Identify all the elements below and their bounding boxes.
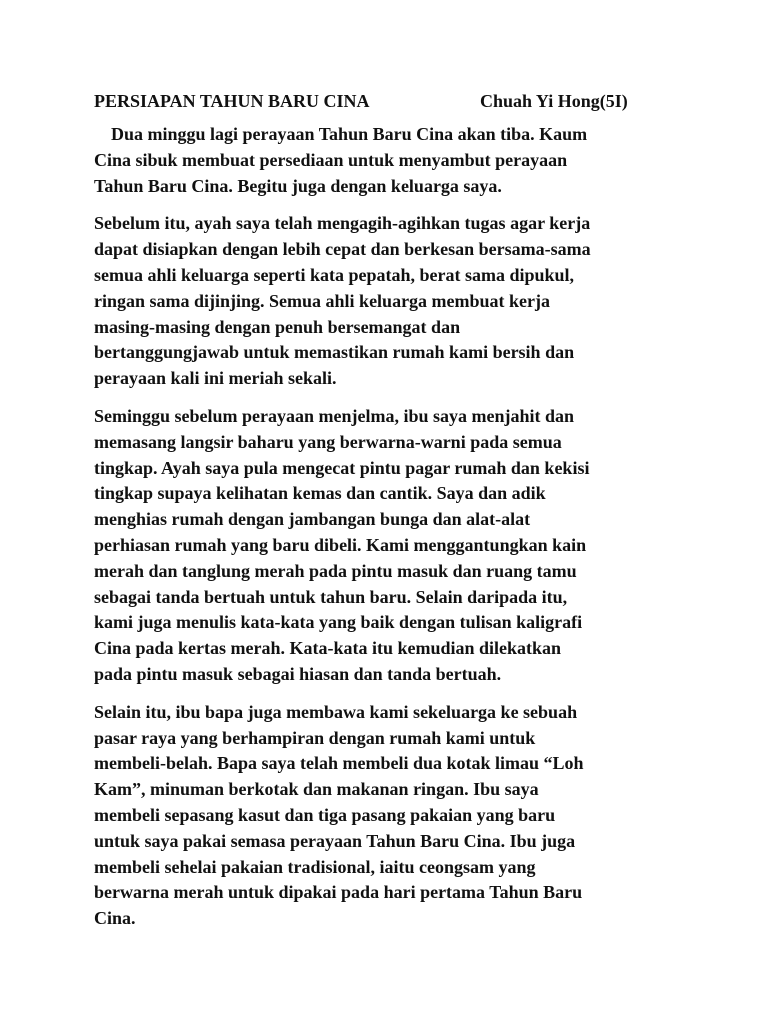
paragraph-1: Dua minggu lagi perayaan Tahun Baru Cina akan tiba. Kaum Cina sibuk membuat persediaan untuk menyambut perayaan Tahun Baru Cina. Begitu juga dengan keluarga saya. <box>94 124 588 196</box>
essay-body <box>94 122 684 932</box>
document-header <box>94 84 684 118</box>
author-name: Chuah Yi Hong(5I) <box>480 91 628 111</box>
essay-title: PERSIAPAN TAHUN BARU CINA <box>94 91 370 111</box>
paragraph-3: Seminggu sebelum perayaan menjelma, ibu saya menjahit dan memasang langsir baharu yang berwarna-warni pada semua tingkap. Ayah saya pula mengecat pintu pagar rumah dan kekisi tingkap supaya kelihatan kemas dan cantik. Saya dan adik menghias rumah dengan jambangan bunga dan alat-alat perhiasan rumah yang baru dibeli. Kami menggantungkan kain merah dan tanglung merah pada pintu masuk dan ruang tamu sebagai tanda bertuah untuk tahun baru. Selain daripada itu, kami juga menulis kata-kata yang baik dengan tulisan kaligrafi Cina pada kertas merah. Kata-kata itu kemudian dilekatkan pada pintu masuk sebagai hiasan dan tanda bertuah. <box>94 405 590 684</box>
paragraph-4: Selain itu, ibu bapa juga membawa kami sekeluarga ke sebuah pasar raya yang berhampiran dengan rumah kami untuk membeli-belah. Bapa saya telah membeli dua kotak limau “Loh Kam”, minuman berkotak dan makanan ringan. Ibu saya membeli sepasang kasut dan tiga pasang pakaian yang baru untuk saya pakai semasa perayaan Tahun Baru Cina. Ibu juga membeli sehelai pakaian tradisional, iaitu ceongsam yang berwarna merah untuk dipakai pada hari pertama Tahun Baru Cina. <box>94 701 584 929</box>
paragraph-2: Sebelum itu, ayah saya telah mengagih-agihkan tugas agar kerja dapat disiapkan dengan lebih cepat dan berkesan bersama-sama semua ahli keluarga seperti kata pepatah, berat sama dipukul, ringan sama dijinjing. Semua ahli keluarga membuat kerja masing-masing dengan penuh bersemangat dan bertanggungjawab untuk memastikan rumah kami bersih dan perayaan kali ini meriah sekali. <box>94 213 591 389</box>
document-page <box>94 84 684 944</box>
